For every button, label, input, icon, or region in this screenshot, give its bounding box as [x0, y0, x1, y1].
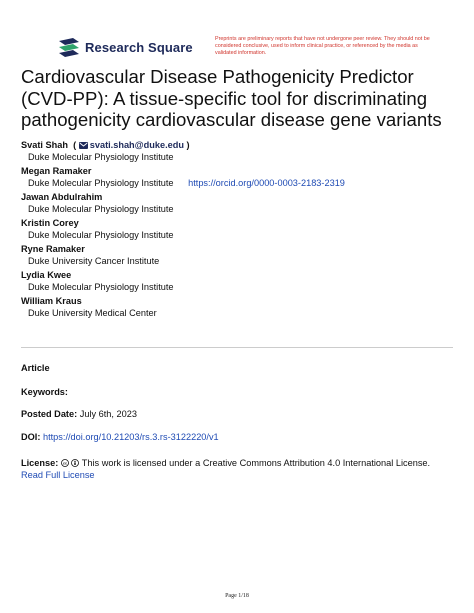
logo-text: Research Square	[85, 39, 193, 55]
preprint-disclaimer: Preprints are preliminary reports that have not undergone peer review. They should not be considered conclusive, used to inform clinical practice, or referenced by the media as validated information.	[215, 36, 430, 56]
doi-label: DOI:	[21, 432, 41, 442]
author-name: Svati Shah	[21, 140, 68, 150]
envelope-icon	[79, 142, 88, 149]
author-entry	[21, 270, 461, 293]
paper-title: Cardiovascular Disease Pathogenicity Predictor (CVD-PP): A tissue-specific tool for discriminating pathogenicity cardiovascular disease gene variants	[21, 66, 442, 130]
author-entry: Svati Shah ( svati.shah@duke.edu ) Duke Molecular Physiology Institute	[21, 140, 461, 163]
article-type: Article	[21, 363, 50, 373]
author-affiliation: Duke University Cancer Institute	[28, 256, 160, 266]
research-square-logo-icon	[57, 37, 81, 57]
header	[0, 0, 474, 68]
author-entry	[21, 244, 461, 267]
author-name: Megan Ramaker	[21, 166, 92, 176]
author-affiliation: Duke Molecular Physiology Institute	[28, 230, 174, 240]
doi	[21, 432, 219, 442]
author-entry	[21, 166, 461, 189]
license-text: This work is licensed under a Creative Commons Attribution 4.0 International License.	[81, 458, 431, 468]
license	[21, 457, 461, 481]
posted-date-value: July 6th, 2023	[79, 409, 137, 419]
author-affiliation: Duke Molecular Physiology Institute	[28, 204, 174, 214]
author-name: Jawan Abdulrahim	[21, 192, 103, 202]
orcid-link[interactable]: https://orcid.org/0000-0003-2183-2319	[188, 178, 345, 188]
doi-link[interactable]: https://doi.org/10.21203/rs.3.rs-3122220/v1	[42, 432, 219, 442]
research-square-logo[interactable]	[57, 37, 193, 57]
author-entry	[21, 192, 461, 215]
read-full-license-link[interactable]: Read Full License	[21, 470, 95, 480]
author-email-link[interactable]: svati.shah@duke.edu	[79, 140, 184, 150]
author-entry	[21, 296, 461, 319]
posted-date-label: Posted Date:	[21, 409, 78, 419]
attribution-icon	[71, 459, 79, 467]
keywords: Keywords:	[21, 387, 68, 397]
author-affiliation: Duke Molecular Physiology Institute	[28, 178, 174, 188]
page-number: Page 1/18	[225, 593, 249, 599]
author-name: Ryne Ramaker	[21, 244, 85, 254]
author-affiliation: Duke Molecular Physiology Institute	[28, 152, 174, 162]
section-divider	[21, 347, 453, 348]
author-affiliation: Duke Molecular Physiology Institute	[28, 282, 174, 292]
author-affiliation: Duke University Medical Center	[28, 308, 157, 318]
svg-text:cc: cc	[62, 461, 67, 466]
posted-date	[21, 409, 137, 419]
author-name: Lydia Kwee	[21, 270, 72, 280]
author-name: William Kraus	[21, 296, 82, 306]
license-label: License:	[21, 458, 59, 468]
creative-commons-icon	[61, 459, 69, 467]
author-list	[21, 140, 461, 322]
author-entry	[21, 218, 461, 241]
author-name: Kristin Corey	[21, 218, 79, 228]
